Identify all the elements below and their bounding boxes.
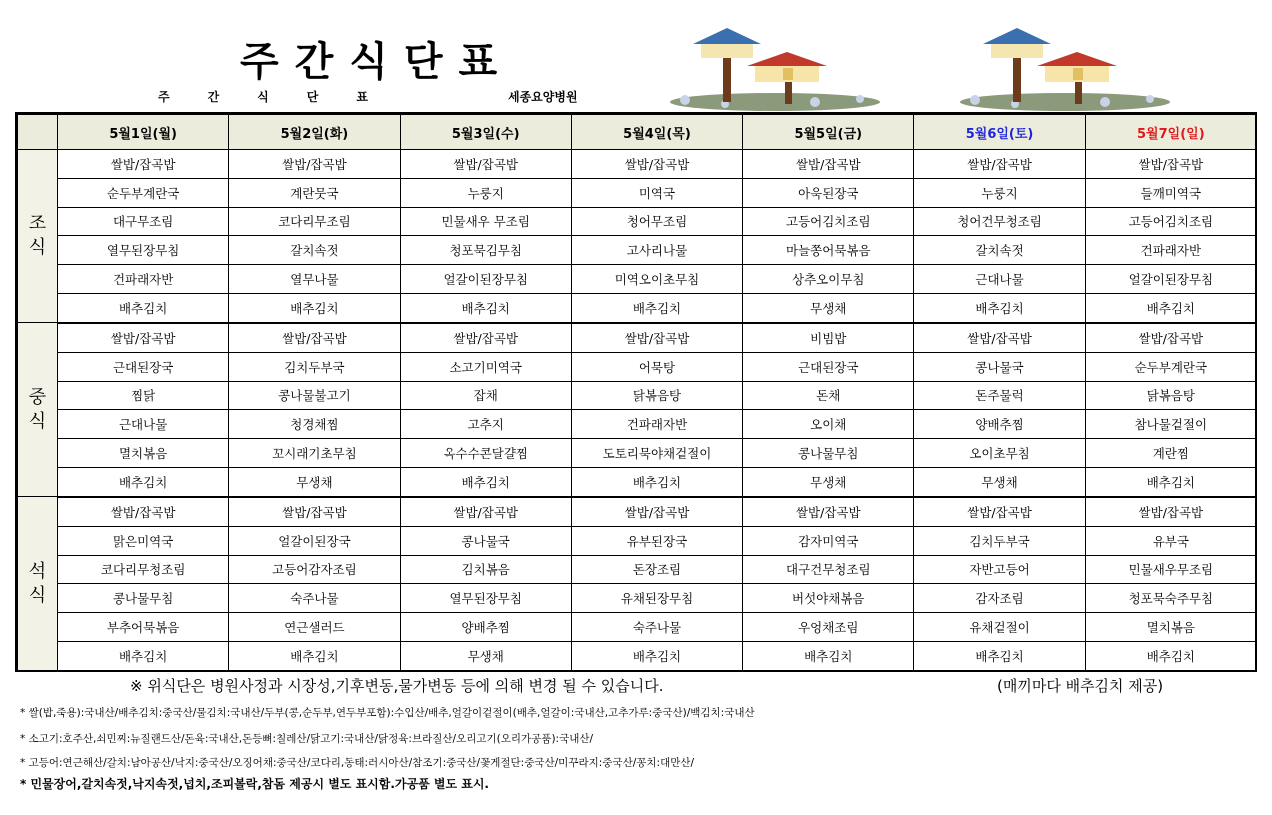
day-header-row <box>18 115 1257 150</box>
menu-cell: 쌀밥/잡곡밥 <box>1085 150 1256 179</box>
menu-cell: 돈주물럭 <box>914 381 1085 410</box>
menu-cell: 찜닭 <box>58 381 229 410</box>
menu-cell: 유채겉절이 <box>914 613 1085 642</box>
page-title: 주간식단표 <box>240 39 514 85</box>
day-header: 5월3일(수) <box>400 115 571 150</box>
menu-row <box>18 497 1257 527</box>
menu-cell: 쌀밥/잡곡밥 <box>400 323 571 353</box>
menu-cell: 코다리무조림 <box>229 207 400 236</box>
menu-cell: 감자조림 <box>914 584 1085 613</box>
menu-row <box>18 150 1257 179</box>
meal-label: 중 식 <box>18 323 58 497</box>
menu-row <box>18 178 1257 207</box>
menu-row <box>18 352 1257 381</box>
menu-cell: 근대된장국 <box>743 352 914 381</box>
menu-cell: 상추오이무침 <box>743 265 914 294</box>
menu-cell: 누룽지 <box>914 178 1085 207</box>
menu-cell: 계란뭇국 <box>229 178 400 207</box>
menu-row <box>18 641 1257 671</box>
menu-cell: 배추김치 <box>58 641 229 671</box>
menu-cell: 배추김치 <box>58 467 229 497</box>
menu-cell: 배추김치 <box>914 293 1085 323</box>
menu-cell: 쌀밥/잡곡밥 <box>743 150 914 179</box>
menu-cell: 쌀밥/잡곡밥 <box>743 497 914 527</box>
menu-cell: 열무된장무침 <box>400 584 571 613</box>
menu-cell: 쌀밥/잡곡밥 <box>571 150 742 179</box>
menu-cell: 계란찜 <box>1085 439 1256 468</box>
menu-cell: 쌀밥/잡곡밥 <box>229 497 400 527</box>
corner-cell <box>18 115 58 150</box>
menu-cell: 청어건무청조림 <box>914 207 1085 236</box>
menu-cell: 무생채 <box>743 293 914 323</box>
menu-cell: 고등어김치조림 <box>743 207 914 236</box>
menu-cell: 유부된장국 <box>571 526 742 555</box>
menu-cell: 누룽지 <box>400 178 571 207</box>
menu-cell: 부추어묵볶음 <box>58 613 229 642</box>
menu-cell: 배추김치 <box>571 641 742 671</box>
menu-cell: 쌀밥/잡곡밥 <box>400 497 571 527</box>
menu-row <box>18 293 1257 323</box>
menu-cell: 얼갈이된장무침 <box>400 265 571 294</box>
menu-row <box>18 265 1257 294</box>
origin-footnote: * 고등어:연근해산/갈치:남아공산/낙지:중국산/오징어채:중국산/코다리,동태:러시아산/참조기:중국산/꽃게절단:중국산/미꾸라지:중국산/꽁치:대만산/ <box>20 757 695 769</box>
origin-footnote: * 소고기:호주산,쇠민찌:뉴질랜드산/돈육:국내산,돈등뼈:칠레산/닭고기:국내산/닭정육:브라질산/오리고기(오리가공품):국내산/ <box>20 733 594 745</box>
menu-cell: 근대된장국 <box>58 352 229 381</box>
menu-cell: 오이초무침 <box>914 439 1085 468</box>
menu-cell: 순두부계란국 <box>58 178 229 207</box>
menu-cell: 쌀밥/잡곡밥 <box>229 150 400 179</box>
menu-row <box>18 410 1257 439</box>
menu-row <box>18 236 1257 265</box>
menu-cell: 근대나물 <box>914 265 1085 294</box>
menu-cell: 얼갈이된장국 <box>229 526 400 555</box>
menu-cell: 민물새우 무조림 <box>400 207 571 236</box>
menu-cell: 콩나물국 <box>400 526 571 555</box>
menu-cell: 열무나물 <box>229 265 400 294</box>
menu-cell: 양배추찜 <box>914 410 1085 439</box>
menu-cell: 배추김치 <box>58 293 229 323</box>
menu-cell: 어묵탕 <box>571 352 742 381</box>
menu-row <box>18 584 1257 613</box>
menu-cell: 도토리묵야채겉절이 <box>571 439 742 468</box>
menu-cell: 건파래자반 <box>571 410 742 439</box>
menu-cell: 코다리무청조림 <box>58 555 229 584</box>
menu-cell: 김치볶음 <box>400 555 571 584</box>
menu-cell: 갈치속젓 <box>914 236 1085 265</box>
meal-label: 조 식 <box>18 150 58 323</box>
menu-cell: 배추김치 <box>229 293 400 323</box>
menu-cell: 숙주나물 <box>229 584 400 613</box>
menu-cell: 잡채 <box>400 381 571 410</box>
menu-cell: 양배추찜 <box>400 613 571 642</box>
menu-cell: 멸치볶음 <box>1085 613 1256 642</box>
menu-cell: 쌀밥/잡곡밥 <box>229 323 400 353</box>
menu-cell: 무생채 <box>229 467 400 497</box>
menu-cell: 유부국 <box>1085 526 1256 555</box>
menu-cell: 건파래자반 <box>1085 236 1256 265</box>
menu-row <box>18 555 1257 584</box>
menu-cell: 건파래자반 <box>58 265 229 294</box>
menu-cell: 배추김치 <box>400 293 571 323</box>
menu-cell: 배추김치 <box>1085 293 1256 323</box>
menu-cell: 배추김치 <box>743 641 914 671</box>
menu-cell: 돈채 <box>743 381 914 410</box>
house-illustration <box>665 22 880 112</box>
menu-row <box>18 323 1257 353</box>
menu-cell: 콩나물국 <box>914 352 1085 381</box>
menu-cell: 근대나물 <box>58 410 229 439</box>
day-header: 5월2일(화) <box>229 115 400 150</box>
menu-cell: 김치두부국 <box>914 526 1085 555</box>
menu-cell: 고등어감자조림 <box>229 555 400 584</box>
menu-cell: 유채된장무침 <box>571 584 742 613</box>
menu-cell: 청포묵김무침 <box>400 236 571 265</box>
menu-cell: 청어무조림 <box>571 207 742 236</box>
menu-cell: 쌀밥/잡곡밥 <box>571 497 742 527</box>
house-illustration <box>955 22 1170 112</box>
menu-cell: 쌀밥/잡곡밥 <box>571 323 742 353</box>
menu-cell: 소고기미역국 <box>400 352 571 381</box>
menu-cell: 쌀밥/잡곡밥 <box>58 323 229 353</box>
menu-cell: 무생채 <box>400 641 571 671</box>
menu-cell: 고사리나물 <box>571 236 742 265</box>
menu-cell: 숙주나물 <box>571 613 742 642</box>
menu-cell: 배추김치 <box>571 293 742 323</box>
menu-cell: 쌀밥/잡곡밥 <box>914 497 1085 527</box>
menu-cell: 고등어김치조림 <box>1085 207 1256 236</box>
menu-row <box>18 613 1257 642</box>
day-header: 5월4일(목) <box>571 115 742 150</box>
hospital-name: 세종요양병원 <box>508 90 578 104</box>
menu-cell: 쌀밥/잡곡밥 <box>914 150 1085 179</box>
weekly-menu-table <box>17 114 1257 672</box>
page-subtitle: 주간식단표 <box>158 90 406 104</box>
menu-cell: 멸치볶음 <box>58 439 229 468</box>
menu-cell: 연근샐러드 <box>229 613 400 642</box>
menu-cell: 마늘쫑어묵볶음 <box>743 236 914 265</box>
menu-cell: 쌀밥/잡곡밥 <box>58 497 229 527</box>
menu-cell: 김치두부국 <box>229 352 400 381</box>
menu-cell: 무생채 <box>743 467 914 497</box>
menu-cell: 돈장조림 <box>571 555 742 584</box>
menu-cell: 쌀밥/잡곡밥 <box>914 323 1085 353</box>
menu-cell: 버섯야채볶음 <box>743 584 914 613</box>
menu-cell: 콩나물무침 <box>743 439 914 468</box>
menu-cell: 배추김치 <box>1085 641 1256 671</box>
menu-cell: 청포묵숙주무침 <box>1085 584 1256 613</box>
menu-cell: 무생채 <box>914 467 1085 497</box>
menu-cell: 배추김치 <box>400 467 571 497</box>
menu-cell: 들깨미역국 <box>1085 178 1256 207</box>
menu-cell: 닭볶음탕 <box>1085 381 1256 410</box>
menu-cell: 닭볶음탕 <box>571 381 742 410</box>
menu-row <box>18 526 1257 555</box>
origin-footnote: * 쌀(밥,죽용):국내산/배추김치:중국산/물김치:국내산/두부(콩,순두부,연두부포함):수입산/배추,얼갈이겉절이(배추,얼갈이:국내산,고추가루:중국산)/백김치:국내산 <box>20 707 755 719</box>
change-notice: ※ 위식단은 병원사정과 시장성,기후변동,물가변동 등에 의해 변경 될 수 있습니다. <box>130 677 664 695</box>
menu-cell: 배추김치 <box>229 641 400 671</box>
menu-cell: 청경채찜 <box>229 410 400 439</box>
menu-cell: 자반고등어 <box>914 555 1085 584</box>
menu-cell: 꼬시래기초무침 <box>229 439 400 468</box>
menu-cell: 콩나물불고기 <box>229 381 400 410</box>
menu-cell: 감자미역국 <box>743 526 914 555</box>
menu-cell: 쌀밥/잡곡밥 <box>1085 497 1256 527</box>
menu-row <box>18 439 1257 468</box>
menu-cell: 열무된장무침 <box>58 236 229 265</box>
menu-cell: 쌀밥/잡곡밥 <box>1085 323 1256 353</box>
menu-cell: 배추김치 <box>914 641 1085 671</box>
menu-cell: 순두부계란국 <box>1085 352 1256 381</box>
menu-cell: 비빔밥 <box>743 323 914 353</box>
menu-cell: 배추김치 <box>571 467 742 497</box>
meal-label: 석 식 <box>18 497 58 671</box>
menu-cell: 갈치속젓 <box>229 236 400 265</box>
menu-cell: 민물새우무조림 <box>1085 555 1256 584</box>
menu-cell: 쌀밥/잡곡밥 <box>58 150 229 179</box>
day-header-saturday: 5월6일(토) <box>914 115 1085 150</box>
menu-cell: 우엉채조림 <box>743 613 914 642</box>
menu-cell: 고추지 <box>400 410 571 439</box>
kimchi-notice: (매끼마다 배추김치 제공) <box>997 677 1164 695</box>
menu-row <box>18 207 1257 236</box>
day-header: 5월1일(월) <box>58 115 229 150</box>
menu-cell: 배추김치 <box>1085 467 1256 497</box>
menu-cell: 미역국 <box>571 178 742 207</box>
menu-cell: 오이채 <box>743 410 914 439</box>
menu-cell: 참나물겉절이 <box>1085 410 1256 439</box>
day-header-sunday: 5월7일(일) <box>1085 115 1256 150</box>
menu-cell: 대구건무청조림 <box>743 555 914 584</box>
menu-cell: 대구무조림 <box>58 207 229 236</box>
menu-cell: 미역오이초무침 <box>571 265 742 294</box>
menu-cell: 아욱된장국 <box>743 178 914 207</box>
day-header: 5월5일(금) <box>743 115 914 150</box>
menu-cell: 얼갈이된장무침 <box>1085 265 1256 294</box>
menu-row <box>18 381 1257 410</box>
menu-row <box>18 467 1257 497</box>
menu-cell: 맑은미역국 <box>58 526 229 555</box>
menu-cell: 콩나물무침 <box>58 584 229 613</box>
origin-footnote: * 민물장어,갈치속젓,낙지속젓,넙치,조피볼락,참돔 제공시 별도 표시함.가공품 별도 표시. <box>20 777 489 791</box>
menu-cell: 옥수수콘달걀찜 <box>400 439 571 468</box>
menu-cell: 쌀밥/잡곡밥 <box>400 150 571 179</box>
